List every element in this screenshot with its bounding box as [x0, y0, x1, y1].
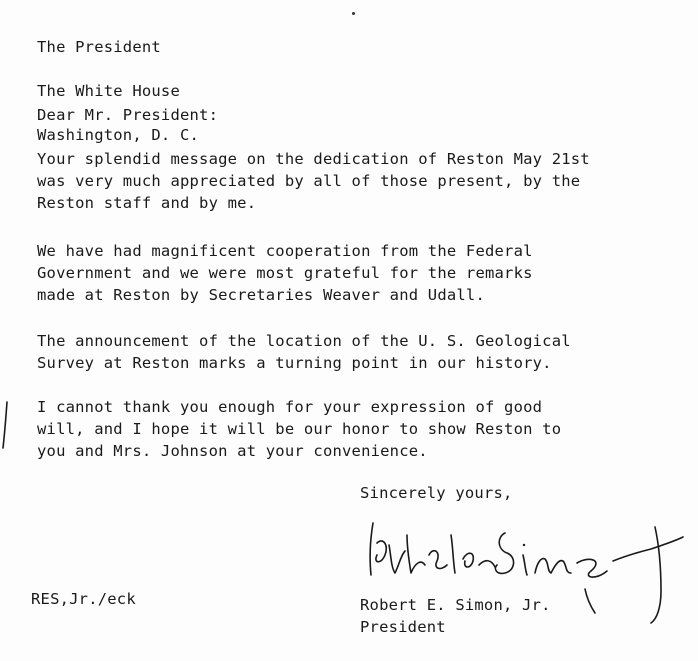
- closing: Sincerely yours,: [360, 484, 513, 502]
- paragraph-4: I cannot thank you enough for your expression of good will, and I hope it will be our honor to show Reston to you and Mrs. Johnson at your convenience.: [37, 398, 562, 460]
- recipient-address: [37, 14, 199, 168]
- signer-title: President: [360, 618, 446, 636]
- margin-pen-mark: [0, 400, 10, 450]
- paragraph-3: The announcement of the location of the U. S. Geological Survey at Reston marks a turning point in our history.: [37, 332, 571, 372]
- recipient-line-3: Washington, D. C.: [37, 126, 200, 144]
- paragraph-2: We have had magnificent cooperation from the Federal Government and we were most grateful for the remarks made at Reston by Secretaries Weaver and Udall.: [37, 242, 533, 304]
- reference-initials: RES,Jr./eck: [31, 590, 136, 608]
- recipient-line-1: The President: [37, 38, 161, 56]
- paper-speck: [352, 12, 355, 15]
- paragraph-1: Your splendid message on the dedication of Reston May 21st was very much appreciated by all of those present, by the Reston staff and by me.: [37, 150, 590, 212]
- signer-name: Robert E. Simon, Jr.: [360, 596, 551, 614]
- recipient-line-2: The White House: [37, 82, 180, 100]
- salutation: Dear Mr. President:: [37, 106, 219, 124]
